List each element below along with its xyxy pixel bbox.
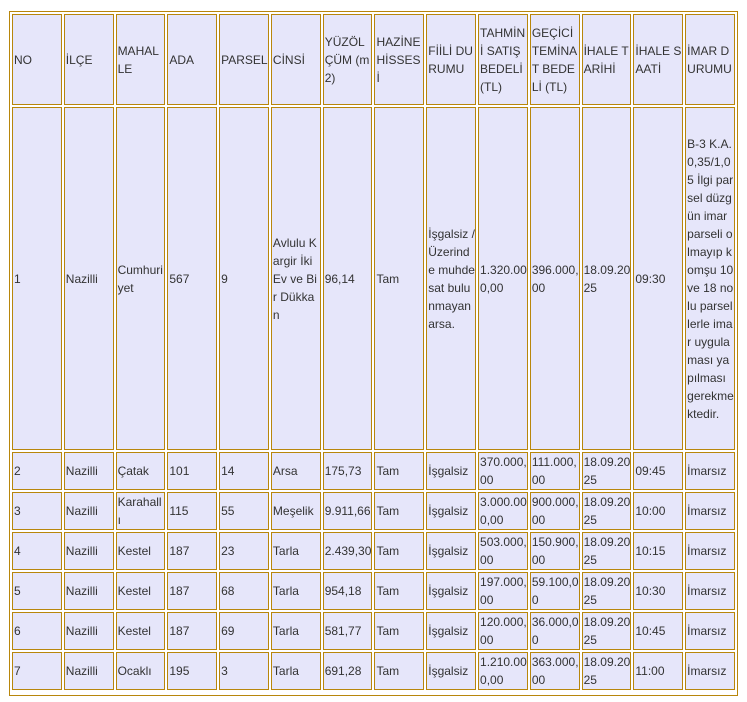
- cell-parsel: 69: [219, 612, 269, 650]
- cell-ihale-tarihi: 18.09.2025: [582, 492, 632, 530]
- table-row: [12, 492, 735, 530]
- cell-ilce: Nazilli: [64, 612, 114, 650]
- table-row: [12, 532, 735, 570]
- cell-ilce: Nazilli: [64, 532, 114, 570]
- cell-imar-durumu: İmarsız: [685, 572, 735, 610]
- cell-fiili-durumu: İşgalsiz: [426, 572, 476, 610]
- cell-ada: 115: [167, 492, 217, 530]
- cell-imar-durumu: B-3 K.A. 0,35/1,05 İlgi parsel düzgün imar parseli olmayıp komşu 10 ve 18 nolu parsellerle imar uygulaması yapılması gerekmektedir.: [685, 107, 735, 450]
- cell-hazine-hissesi: Tam: [374, 107, 424, 450]
- header-row: [12, 14, 735, 105]
- header-cell-yuzolcum: YÜZÖLÇÜM (m2): [323, 14, 373, 105]
- cell-hazine-hissesi: Tam: [374, 652, 424, 690]
- cell-gecici-teminat: 150.900,00: [530, 532, 580, 570]
- header-cell-hazine-hissesi: HAZİNE HİSSESİ: [374, 14, 424, 105]
- cell-mahalle: Ocaklı: [116, 652, 166, 690]
- cell-parsel: 3: [219, 652, 269, 690]
- cell-no: 3: [12, 492, 62, 530]
- header-cell-ada: ADA: [167, 14, 217, 105]
- cell-tahmini-bedel: 370.000,00: [478, 452, 528, 490]
- cell-no: 2: [12, 452, 62, 490]
- cell-ihale-tarihi: 18.09.2025: [582, 532, 632, 570]
- cell-imar-durumu: İmarsız: [685, 532, 735, 570]
- cell-fiili-durumu: İşgalsiz / Üzerinde muhdesat bulunmayan arsa.: [426, 107, 476, 450]
- cell-hazine-hissesi: Tam: [374, 452, 424, 490]
- cell-fiili-durumu: İşgalsiz: [426, 492, 476, 530]
- cell-tahmini-bedel: 1.320.000,00: [478, 107, 528, 450]
- cell-fiili-durumu: İşgalsiz: [426, 612, 476, 650]
- cell-ada: 101: [167, 452, 217, 490]
- cell-no: 6: [12, 612, 62, 650]
- cell-yuzolcum: 954,18: [323, 572, 373, 610]
- cell-cinsi: Arsa: [271, 452, 321, 490]
- cell-gecici-teminat: 396.000,00: [530, 107, 580, 450]
- header-cell-no: NO: [12, 14, 62, 105]
- header-cell-imar-durumu: İMAR DURUMU: [685, 14, 735, 105]
- cell-cinsi: Meşelik: [271, 492, 321, 530]
- header-cell-mahalle: MAHALLE: [116, 14, 166, 105]
- cell-ihale-saati: 09:30: [633, 107, 683, 450]
- cell-ilce: Nazilli: [64, 492, 114, 530]
- cell-gecici-teminat: 363.000,00: [530, 652, 580, 690]
- cell-ada: 567: [167, 107, 217, 450]
- header-cell-ihale-saati: İHALE SAATİ: [633, 14, 683, 105]
- cell-mahalle: Kestel: [116, 572, 166, 610]
- cell-ihale-tarihi: 18.09.2025: [582, 107, 632, 450]
- cell-tahmini-bedel: 197.000,00: [478, 572, 528, 610]
- cell-imar-durumu: İmarsız: [685, 452, 735, 490]
- cell-ihale-tarihi: 18.09.2025: [582, 612, 632, 650]
- cell-mahalle: Kestel: [116, 612, 166, 650]
- cell-ilce: Nazilli: [64, 572, 114, 610]
- cell-ihale-saati: 11:00: [633, 652, 683, 690]
- cell-ada: 195: [167, 652, 217, 690]
- cell-no: 7: [12, 652, 62, 690]
- cell-cinsi: Tarla: [271, 612, 321, 650]
- cell-cinsi: Tarla: [271, 532, 321, 570]
- cell-parsel: 14: [219, 452, 269, 490]
- cell-imar-durumu: İmarsız: [685, 492, 735, 530]
- cell-ilce: Nazilli: [64, 452, 114, 490]
- cell-mahalle: Karahallı: [116, 492, 166, 530]
- cell-ihale-saati: 09:45: [633, 452, 683, 490]
- cell-ada: 187: [167, 532, 217, 570]
- auction-table: [10, 12, 737, 692]
- header-cell-parsel: PARSEL: [219, 14, 269, 105]
- cell-hazine-hissesi: Tam: [374, 532, 424, 570]
- cell-yuzolcum: 175,73: [323, 452, 373, 490]
- cell-no: 4: [12, 532, 62, 570]
- cell-imar-durumu: İmarsız: [685, 612, 735, 650]
- cell-mahalle: Çatak: [116, 452, 166, 490]
- cell-hazine-hissesi: Tam: [374, 612, 424, 650]
- cell-gecici-teminat: 36.000,00: [530, 612, 580, 650]
- cell-parsel: 55: [219, 492, 269, 530]
- cell-parsel: 23: [219, 532, 269, 570]
- cell-fiili-durumu: İşgalsiz: [426, 452, 476, 490]
- cell-parsel: 9: [219, 107, 269, 450]
- cell-cinsi: Tarla: [271, 652, 321, 690]
- cell-mahalle: Kestel: [116, 532, 166, 570]
- cell-tahmini-bedel: 3.000.000,00: [478, 492, 528, 530]
- cell-yuzolcum: 9.911,66: [323, 492, 373, 530]
- header-cell-cinsi: CİNSİ: [271, 14, 321, 105]
- cell-imar-durumu: İmarsız: [685, 652, 735, 690]
- header-cell-ilce: İLÇE: [64, 14, 114, 105]
- cell-no: 5: [12, 572, 62, 610]
- cell-tahmini-bedel: 120.000,00: [478, 612, 528, 650]
- cell-ihale-tarihi: 18.09.2025: [582, 572, 632, 610]
- cell-fiili-durumu: İşgalsiz: [426, 532, 476, 570]
- table-row: [12, 652, 735, 690]
- cell-gecici-teminat: 111.000,00: [530, 452, 580, 490]
- cell-ihale-tarihi: 18.09.2025: [582, 452, 632, 490]
- cell-tahmini-bedel: 1.210.000,00: [478, 652, 528, 690]
- cell-no: 1: [12, 107, 62, 450]
- table-row: [12, 612, 735, 650]
- cell-mahalle: Cumhuriyet: [116, 107, 166, 450]
- cell-ilce: Nazilli: [64, 652, 114, 690]
- cell-ilce: Nazilli: [64, 107, 114, 450]
- cell-ihale-saati: 10:30: [633, 572, 683, 610]
- header-cell-tahmini-bedel: TAHMİNİ SATIŞ BEDELİ (TL): [478, 14, 528, 105]
- cell-yuzolcum: 2.439,30: [323, 532, 373, 570]
- cell-yuzolcum: 691,28: [323, 652, 373, 690]
- cell-ihale-saati: 10:45: [633, 612, 683, 650]
- cell-yuzolcum: 96,14: [323, 107, 373, 450]
- cell-ada: 187: [167, 572, 217, 610]
- header-cell-fiili-durumu: FİİLİ DURUMU: [426, 14, 476, 105]
- table-row: [12, 572, 735, 610]
- table-frame: [9, 11, 738, 696]
- cell-fiili-durumu: İşgalsiz: [426, 652, 476, 690]
- cell-gecici-teminat: 900.000,00: [530, 492, 580, 530]
- cell-cinsi: Avlulu Kargir İki Ev ve Bir Dükkan: [271, 107, 321, 450]
- cell-parsel: 68: [219, 572, 269, 610]
- cell-ihale-tarihi: 18.09.2025: [582, 652, 632, 690]
- cell-ada: 187: [167, 612, 217, 650]
- table-row: [12, 107, 735, 450]
- cell-hazine-hissesi: Tam: [374, 492, 424, 530]
- header-cell-gecici-teminat: GEÇİCİ TEMİNAT BEDELİ (TL): [530, 14, 580, 105]
- table-row: [12, 452, 735, 490]
- cell-gecici-teminat: 59.100,00: [530, 572, 580, 610]
- cell-ihale-saati: 10:00: [633, 492, 683, 530]
- cell-yuzolcum: 581,77: [323, 612, 373, 650]
- cell-hazine-hissesi: Tam: [374, 572, 424, 610]
- cell-ihale-saati: 10:15: [633, 532, 683, 570]
- header-cell-ihale-tarihi: İHALE TARİHİ: [582, 14, 632, 105]
- cell-cinsi: Tarla: [271, 572, 321, 610]
- cell-tahmini-bedel: 503.000,00: [478, 532, 528, 570]
